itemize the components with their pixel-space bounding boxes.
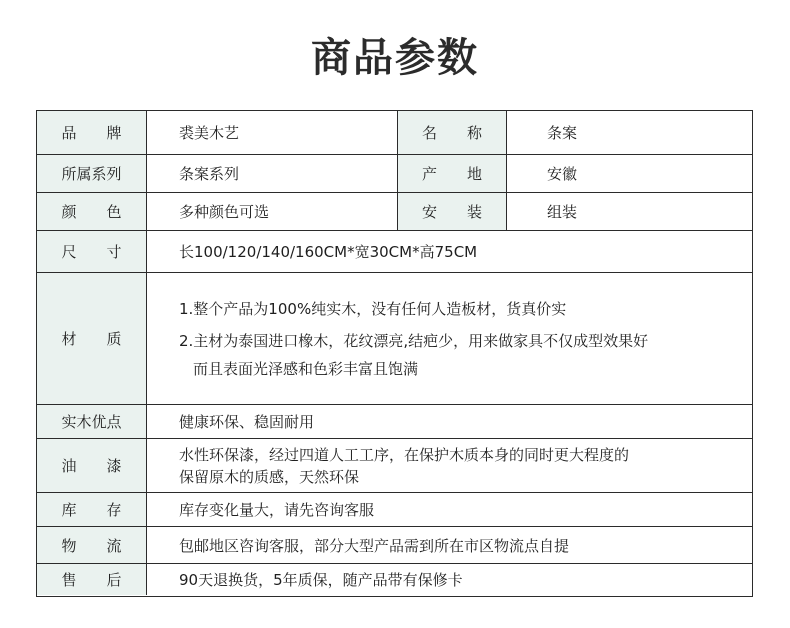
install-value: 组装: [547, 203, 578, 221]
table-row-material: [37, 273, 752, 405]
size-value: 长100/120/140/160CM*宽30CM*高75CM: [179, 243, 478, 261]
aftersale-label: 售 后: [37, 564, 147, 595]
paint-label: 油 漆: [37, 439, 147, 492]
name-label: 名 称: [397, 111, 507, 154]
material-label: 材 质: [37, 273, 147, 404]
stock-label: 库 存: [37, 493, 147, 526]
series-label: 所属系列: [37, 155, 147, 192]
material-line-2: 2.主材为泰国进口橡木，花纹漂亮,结疤少，用来做家具不仅成型效果好: [179, 331, 649, 350]
name-value: 条案: [547, 124, 578, 142]
advantage-value: 健康环保、稳固耐用: [179, 413, 315, 431]
aftersale-value: 90天退换货，5年质保，随产品带有保修卡: [179, 571, 463, 589]
origin-label: 产 地: [397, 155, 507, 192]
brand-value: 裘美木艺: [179, 124, 240, 142]
table-row-color: [37, 193, 752, 231]
table-row-brand: [37, 111, 752, 155]
table-row-aftersale: [37, 564, 752, 595]
table-row-stock: [37, 493, 752, 527]
paint-line-2: 保留原木的质感，天然环保: [179, 467, 360, 486]
table-row-size: [37, 231, 752, 273]
material-value: [147, 273, 752, 404]
origin-value: 安徽: [547, 165, 578, 183]
paint-value: [147, 439, 752, 492]
stock-value: 库存变化量大，请先咨询客服: [179, 501, 375, 519]
parameter-table: [36, 110, 753, 597]
color-label: 颜 色: [37, 193, 147, 230]
logistics-value: 包邮地区咨询客服，部分大型产品需到所在市区物流点自提: [179, 536, 570, 555]
table-row-paint: [37, 439, 752, 493]
table-row-series: [37, 155, 752, 193]
material-line-3: 而且表面光泽感和色彩丰富且饱满: [193, 359, 419, 378]
series-value: 条案系列: [179, 165, 240, 183]
material-line-1: 1.整个产品为100%纯实木，没有任何人造板材，货真价实: [179, 299, 567, 318]
install-label: 安 装: [397, 193, 507, 230]
page-title: 商品参数: [311, 35, 479, 81]
paint-line-1: 水性环保漆，经过四道人工工序，在保护木质本身的同时更大程度的: [179, 445, 630, 464]
logistics-label: 物 流: [37, 527, 147, 563]
color-value: 多种颜色可选: [179, 203, 270, 221]
brand-label: 品 牌: [37, 111, 147, 154]
table-row-logistics: [37, 527, 752, 564]
size-label: 尺 寸: [37, 231, 147, 272]
advantage-label: 实木优点: [37, 405, 147, 438]
table-row-advantage: [37, 405, 752, 439]
